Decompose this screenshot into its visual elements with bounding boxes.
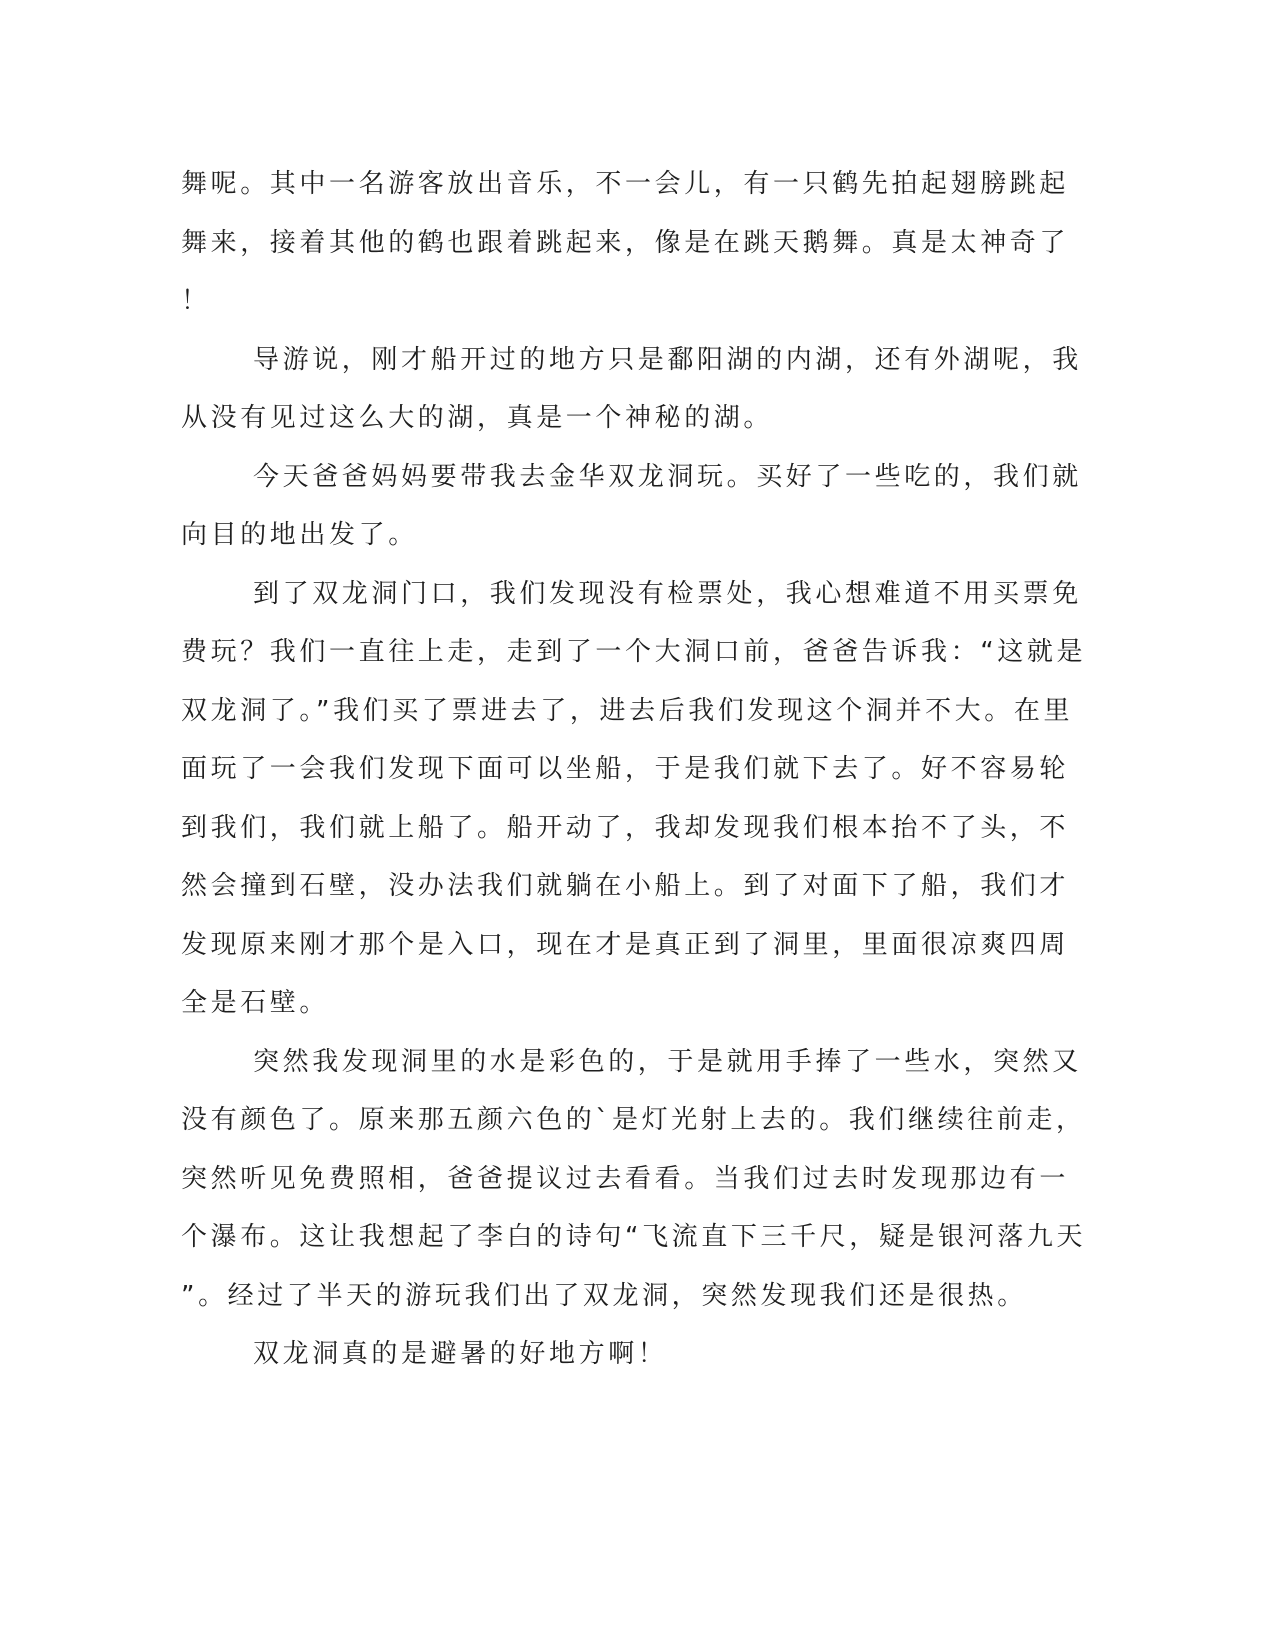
text-line: 面玩了一会我们发现下面可以坐船，于是我们就下去了。好不容易轮	[181, 754, 1070, 784]
text-line: 然会撞到石壁，没办法我们就躺在小船上。到了对面下了船，我们才	[181, 871, 1070, 901]
text-line: ！	[181, 286, 211, 316]
text-line: 突然听见免费照相，爸爸提议过去看看。当我们过去时发现那边有一	[181, 1163, 1070, 1194]
text-line: 费玩？我们一直往上走，走到了一个大洞口前，爸爸告诉我：“这就是	[181, 637, 1087, 667]
text-line: 舞呢。其中一名游客放出音乐，不一会儿，有一只鹤先拍起翅膀跳起	[181, 169, 1070, 199]
text-line: 发现原来刚才那个是入口，现在才是真正到了洞里，里面很凉爽四周	[181, 929, 1070, 960]
text-line: 个瀑布。这让我想起了李白的诗句“飞流直下三千尺，疑是银河落九天	[181, 1222, 1087, 1252]
paragraph-start-line: 今天爸爸妈妈要带我去金华双龙洞玩。买好了一些吃的，我们就	[253, 461, 1082, 492]
text-line: 全是石壁。	[181, 988, 330, 1018]
paragraph-start-line: 双龙洞真的是避暑的好地方啊！	[253, 1339, 668, 1369]
text-line: 向目的地出发了。	[181, 520, 418, 550]
text-line: 没有颜色了。原来那五颜六色的`是灯光射上去的。我们继续往前走，	[181, 1105, 1086, 1135]
paragraph-start-line: 突然我发现洞里的水是彩色的，于是就用手捧了一些水，突然又	[253, 1046, 1082, 1077]
paragraph-start-line: 到了双龙洞门口，我们发现没有检票处，我心想难道不用买票免	[253, 578, 1082, 609]
body-text	[181, 155, 1087, 1384]
text-line: 到我们，我们就上船了。船开动了，我却发现我们根本抬不了头，不	[181, 812, 1070, 843]
text-line: ”。经过了半天的游玩我们出了双龙洞，突然发现我们还是很热。	[181, 1280, 1027, 1311]
paragraph-start-line: 导游说，刚才船开过的地方只是鄱阳湖的内湖，还有外湖呢，我	[253, 344, 1082, 375]
text-line: 从没有见过这么大的湖，真是一个神秘的湖。	[181, 403, 774, 433]
text-line: 双龙洞了。”我们买了票进去了，进去后我们发现这个洞并不大。在里	[181, 695, 1074, 726]
text-line: 舞来，接着其他的鹤也跟着跳起来，像是在跳天鹅舞。真是太神奇了	[181, 227, 1070, 258]
